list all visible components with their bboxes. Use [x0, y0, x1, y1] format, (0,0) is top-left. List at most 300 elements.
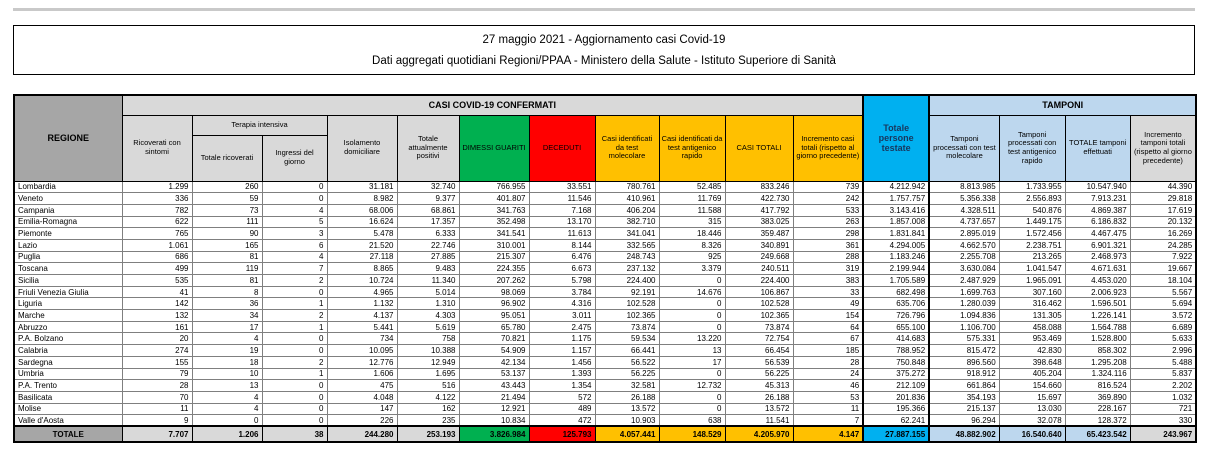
- cell-molecular_swabs: 575.331: [929, 333, 999, 345]
- cell-recovered: 70.821: [459, 333, 529, 345]
- cell-total_swabs: 2.006.923: [1065, 286, 1130, 298]
- group-header-tamponi: TAMPONI: [929, 95, 1196, 115]
- column-header-incremento-casi: Incremento casi totali (rispetto al giorno precedente): [793, 115, 863, 181]
- cell-antigen_swabs: 1.965.091: [999, 275, 1065, 287]
- cell-recovered: 341.541: [459, 228, 529, 240]
- cell-total_cases: 833.246: [725, 181, 793, 193]
- cell-total_cases: 56.539: [725, 356, 793, 368]
- table-body: [14, 181, 1196, 442]
- table-row: [14, 251, 1196, 263]
- cell-total_cases: 249.668: [725, 251, 793, 263]
- cell-hospitalized: 142: [122, 298, 192, 310]
- cell-people_tested: 4.294.005: [863, 239, 929, 251]
- region-name: Puglia: [14, 251, 122, 263]
- cell-home_isolation: 10.724: [327, 275, 397, 287]
- cell-molecular_cases: 73.874: [595, 321, 659, 333]
- table-row: [14, 356, 1196, 368]
- cell-molecular_swabs: 3.630.084: [929, 263, 999, 275]
- cell-recovered: 65.780: [459, 321, 529, 333]
- cell-total_cases: 383.025: [725, 216, 793, 228]
- cell-molecular_swabs: 1.699.763: [929, 286, 999, 298]
- region-name: Sicilia: [14, 275, 122, 287]
- cell-case_increase: 263: [793, 216, 863, 228]
- cell-home_isolation: 4.965: [327, 286, 397, 298]
- cell-hospitalized: 499: [122, 263, 192, 275]
- cell-total_cases: 45.313: [725, 380, 793, 392]
- region-name: Marche: [14, 310, 122, 322]
- group-header-terapia-intensiva: Terapia intensiva: [192, 115, 327, 135]
- cell-total_cases: 72.754: [725, 333, 793, 345]
- cell-hospitalized: 70: [122, 391, 192, 403]
- cell-active_cases: 4.303: [397, 310, 459, 322]
- cell-home_isolation: 21.520: [327, 239, 397, 251]
- cell-recovered: 53.137: [459, 368, 529, 380]
- cell-swab_increase: 16.269: [1130, 228, 1196, 240]
- cell-total_cases: 66.454: [725, 345, 793, 357]
- cell-total_swabs: 6.186.832: [1065, 216, 1130, 228]
- cell-home_isolation: 8.982: [327, 193, 397, 205]
- cell-total_cases: 73.874: [725, 321, 793, 333]
- total-cell-deaths: 125.793: [529, 426, 595, 442]
- cell-people_tested: 635.706: [863, 298, 929, 310]
- cell-active_cases: 5.619: [397, 321, 459, 333]
- cell-deaths: 11.546: [529, 193, 595, 205]
- cell-swab_increase: 1.032: [1130, 391, 1196, 403]
- cell-antigen_cases: 0: [659, 403, 725, 415]
- cell-antigen_swabs: 398.648: [999, 356, 1065, 368]
- column-header-incremento-tamponi: Incremento tamponi totali (rispetto al giorno precedente): [1130, 115, 1196, 181]
- table-row: [14, 239, 1196, 251]
- cell-case_increase: 533: [793, 204, 863, 216]
- column-header-dimessi-guariti: DIMESSI GUARITI: [459, 115, 529, 181]
- cell-active_cases: 1.695: [397, 368, 459, 380]
- cell-deaths: 572: [529, 391, 595, 403]
- cell-people_tested: 212.109: [863, 380, 929, 392]
- cell-deaths: 7.168: [529, 204, 595, 216]
- cell-hospitalized: 161: [122, 321, 192, 333]
- table-row: [14, 333, 1196, 345]
- cell-icu_total: 4: [192, 333, 262, 345]
- cell-total_swabs: 4.453.020: [1065, 275, 1130, 287]
- cell-molecular_swabs: 4.328.511: [929, 204, 999, 216]
- total-label: TOTALE: [14, 426, 122, 442]
- cell-deaths: 489: [529, 403, 595, 415]
- cell-hospitalized: 1.299: [122, 181, 192, 193]
- cell-case_increase: 361: [793, 239, 863, 251]
- cell-swab_increase: 5.633: [1130, 333, 1196, 345]
- region-name: Toscana: [14, 263, 122, 275]
- cell-molecular_swabs: 5.356.338: [929, 193, 999, 205]
- cell-recovered: 341.763: [459, 204, 529, 216]
- cell-swab_increase: 20.132: [1130, 216, 1196, 228]
- column-header-casi-totali: CASI TOTALI: [725, 115, 793, 181]
- cell-hospitalized: 28: [122, 380, 192, 392]
- cell-case_increase: 185: [793, 345, 863, 357]
- cell-recovered: 766.955: [459, 181, 529, 193]
- cell-molecular_swabs: 815.472: [929, 345, 999, 357]
- cell-icu_total: 13: [192, 380, 262, 392]
- cell-home_isolation: 4.137: [327, 310, 397, 322]
- cell-active_cases: 22.746: [397, 239, 459, 251]
- cell-icu_new: 0: [262, 193, 327, 205]
- cell-molecular_cases: 92.191: [595, 286, 659, 298]
- cell-deaths: 5.798: [529, 275, 595, 287]
- cell-icu_total: 36: [192, 298, 262, 310]
- table-row: [14, 181, 1196, 193]
- cell-active_cases: 68.861: [397, 204, 459, 216]
- cell-total_cases: 26.188: [725, 391, 793, 403]
- cell-antigen_cases: 638: [659, 415, 725, 427]
- column-header-isolamento-domiciliare: Isolamento domiciliare: [327, 115, 397, 181]
- cell-swab_increase: 29.818: [1130, 193, 1196, 205]
- cell-deaths: 6.476: [529, 251, 595, 263]
- cell-recovered: 224.355: [459, 263, 529, 275]
- cell-people_tested: 201.836: [863, 391, 929, 403]
- cell-antigen_swabs: 953.469: [999, 333, 1065, 345]
- cell-swab_increase: 24.285: [1130, 239, 1196, 251]
- cell-total_cases: 13.572: [725, 403, 793, 415]
- cell-recovered: 215.307: [459, 251, 529, 263]
- cell-molecular_cases: 224.400: [595, 275, 659, 287]
- cell-hospitalized: 686: [122, 251, 192, 263]
- cell-swab_increase: 2.202: [1130, 380, 1196, 392]
- cell-total_swabs: 6.901.321: [1065, 239, 1130, 251]
- cell-antigen_cases: 17: [659, 356, 725, 368]
- cell-icu_new: 0: [262, 380, 327, 392]
- cell-antigen_cases: 0: [659, 275, 725, 287]
- cell-home_isolation: 12.776: [327, 356, 397, 368]
- region-name: P.A. Trento: [14, 380, 122, 392]
- cell-hospitalized: 132: [122, 310, 192, 322]
- cell-icu_new: 2: [262, 310, 327, 322]
- cell-total_swabs: 858.302: [1065, 345, 1130, 357]
- column-header-totale-ricoverati: Totale ricoverati: [192, 135, 262, 181]
- cell-molecular_swabs: 2.255.708: [929, 251, 999, 263]
- cell-case_increase: 24: [793, 368, 863, 380]
- cell-recovered: 98.069: [459, 286, 529, 298]
- cell-home_isolation: 4.048: [327, 391, 397, 403]
- cell-deaths: 3.784: [529, 286, 595, 298]
- cell-total_cases: 417.792: [725, 204, 793, 216]
- cell-deaths: 1.456: [529, 356, 595, 368]
- cell-molecular_swabs: 1.094.836: [929, 310, 999, 322]
- cell-total_cases: 359.487: [725, 228, 793, 240]
- cell-deaths: 1.393: [529, 368, 595, 380]
- cell-active_cases: 12.949: [397, 356, 459, 368]
- cell-people_tested: 414.683: [863, 333, 929, 345]
- cell-case_increase: 11: [793, 403, 863, 415]
- table-row: [14, 391, 1196, 403]
- cell-molecular_swabs: 661.864: [929, 380, 999, 392]
- cell-total_swabs: 4.467.475: [1065, 228, 1130, 240]
- cell-active_cases: 4.122: [397, 391, 459, 403]
- cell-recovered: 207.262: [459, 275, 529, 287]
- cell-total_swabs: 4.869.387: [1065, 204, 1130, 216]
- cell-swab_increase: 5.694: [1130, 298, 1196, 310]
- region-name: Piemonte: [14, 228, 122, 240]
- cell-antigen_cases: 13.220: [659, 333, 725, 345]
- cell-antigen_cases: 12.732: [659, 380, 725, 392]
- column-header-casi-test-antigenico: Casi identificati da test antigenico rapido: [659, 115, 725, 181]
- table-row: [14, 216, 1196, 228]
- region-name: Liguria: [14, 298, 122, 310]
- cell-home_isolation: 226: [327, 415, 397, 427]
- cell-deaths: 33.551: [529, 181, 595, 193]
- cell-icu_total: 18: [192, 356, 262, 368]
- report-header: [13, 25, 1195, 75]
- cell-antigen_swabs: 540.876: [999, 204, 1065, 216]
- cell-antigen_swabs: 1.449.175: [999, 216, 1065, 228]
- cell-molecular_swabs: 8.813.985: [929, 181, 999, 193]
- report-subtitle: Dati aggregati quotidiani Regioni/PPAA - Ministero della Salute - Istituto Superiore di Sanità: [372, 54, 836, 67]
- total-cell-icu_total: 1.206: [192, 426, 262, 442]
- cell-people_tested: 2.199.944: [863, 263, 929, 275]
- cell-swab_increase: 5.837: [1130, 368, 1196, 380]
- cell-molecular_swabs: 896.560: [929, 356, 999, 368]
- cell-antigen_swabs: 32.078: [999, 415, 1065, 427]
- cell-recovered: 43.443: [459, 380, 529, 392]
- cell-deaths: 13.170: [529, 216, 595, 228]
- cell-swab_increase: 330: [1130, 415, 1196, 427]
- cell-case_increase: 33: [793, 286, 863, 298]
- cell-active_cases: 10.388: [397, 345, 459, 357]
- region-name: Abruzzo: [14, 321, 122, 333]
- cell-swab_increase: 3.572: [1130, 310, 1196, 322]
- cell-total_cases: 240.511: [725, 263, 793, 275]
- cell-icu_new: 0: [262, 181, 327, 193]
- region-name: Valle d'Aosta: [14, 415, 122, 427]
- cell-molecular_cases: 237.132: [595, 263, 659, 275]
- cell-people_tested: 655.100: [863, 321, 929, 333]
- cell-antigen_swabs: 1.572.456: [999, 228, 1065, 240]
- cell-recovered: 10.834: [459, 415, 529, 427]
- report-title: 27 maggio 2021 - Aggiornamento casi Covid-19: [482, 33, 726, 46]
- cell-molecular_cases: 406.204: [595, 204, 659, 216]
- cell-recovered: 21.494: [459, 391, 529, 403]
- cell-hospitalized: 274: [122, 345, 192, 357]
- cell-total_cases: 102.365: [725, 310, 793, 322]
- cell-total_swabs: 228.167: [1065, 403, 1130, 415]
- cell-antigen_cases: 14.676: [659, 286, 725, 298]
- cell-deaths: 4.316: [529, 298, 595, 310]
- sub-header-row: [14, 115, 1196, 135]
- cell-recovered: 54.909: [459, 345, 529, 357]
- cell-hospitalized: 155: [122, 356, 192, 368]
- cell-antigen_swabs: 1.041.547: [999, 263, 1065, 275]
- cell-total_cases: 11.541: [725, 415, 793, 427]
- cell-molecular_cases: 332.565: [595, 239, 659, 251]
- total-cell-antigen_swabs: 16.540.640: [999, 426, 1065, 442]
- cell-icu_total: 4: [192, 391, 262, 403]
- cell-people_tested: 4.212.942: [863, 181, 929, 193]
- total-cell-molecular_cases: 4.057.441: [595, 426, 659, 442]
- cell-deaths: 1.175: [529, 333, 595, 345]
- cell-hospitalized: 535: [122, 275, 192, 287]
- cell-active_cases: 1.310: [397, 298, 459, 310]
- cell-antigen_swabs: 2.238.751: [999, 239, 1065, 251]
- cell-icu_new: 3: [262, 228, 327, 240]
- total-cell-molecular_swabs: 48.882.902: [929, 426, 999, 442]
- table-row: [14, 263, 1196, 275]
- total-row: [14, 426, 1196, 442]
- table-row: [14, 345, 1196, 357]
- cell-molecular_swabs: 2.895.019: [929, 228, 999, 240]
- cell-total_cases: 56.225: [725, 368, 793, 380]
- cell-icu_new: 0: [262, 345, 327, 357]
- cell-active_cases: 758: [397, 333, 459, 345]
- cell-antigen_cases: 3.379: [659, 263, 725, 275]
- cell-active_cases: 9.483: [397, 263, 459, 275]
- cell-home_isolation: 10.095: [327, 345, 397, 357]
- cell-recovered: 310.001: [459, 239, 529, 251]
- total-cell-recovered: 3.826.984: [459, 426, 529, 442]
- total-cell-swab_increase: 243.967: [1130, 426, 1196, 442]
- table-row: [14, 310, 1196, 322]
- cell-icu_new: 2: [262, 275, 327, 287]
- region-name: P.A. Bolzano: [14, 333, 122, 345]
- cell-case_increase: 64: [793, 321, 863, 333]
- cell-molecular_cases: 102.528: [595, 298, 659, 310]
- cell-swab_increase: 44.390: [1130, 181, 1196, 193]
- cell-molecular_swabs: 1.106.700: [929, 321, 999, 333]
- cell-icu_total: 81: [192, 251, 262, 263]
- cell-antigen_cases: 0: [659, 310, 725, 322]
- cell-molecular_swabs: 918.912: [929, 368, 999, 380]
- region-name: Basilicata: [14, 391, 122, 403]
- cell-molecular_swabs: 354.193: [929, 391, 999, 403]
- cell-people_tested: 726.796: [863, 310, 929, 322]
- cell-icu_new: 1: [262, 298, 327, 310]
- cell-icu_total: 111: [192, 216, 262, 228]
- total-cell-case_increase: 4.147: [793, 426, 863, 442]
- cell-swab_increase: 19.667: [1130, 263, 1196, 275]
- region-name: Friuli Venezia Giulia: [14, 286, 122, 298]
- cell-case_increase: 383: [793, 275, 863, 287]
- cell-molecular_cases: 59.534: [595, 333, 659, 345]
- cell-swab_increase: 2.996: [1130, 345, 1196, 357]
- cell-icu_new: 0: [262, 415, 327, 427]
- cell-home_isolation: 16.624: [327, 216, 397, 228]
- cell-antigen_swabs: 307.160: [999, 286, 1065, 298]
- cell-swab_increase: 7.922: [1130, 251, 1196, 263]
- cell-total_swabs: 1.324.116: [1065, 368, 1130, 380]
- cell-hospitalized: 9: [122, 415, 192, 427]
- cell-deaths: 8.144: [529, 239, 595, 251]
- column-header-deceduti: DECEDUTI: [529, 115, 595, 181]
- column-header-totale-persone-testate: Totale persone testate: [863, 95, 929, 181]
- cell-icu_new: 7: [262, 263, 327, 275]
- cell-icu_total: 260: [192, 181, 262, 193]
- cell-antigen_cases: 925: [659, 251, 725, 263]
- column-header-totale-tamponi: TOTALE tamponi effettuati: [1065, 115, 1130, 181]
- cell-people_tested: 682.498: [863, 286, 929, 298]
- table-row: [14, 380, 1196, 392]
- table-row: [14, 275, 1196, 287]
- cell-people_tested: 788.952: [863, 345, 929, 357]
- cell-molecular_swabs: 2.487.929: [929, 275, 999, 287]
- cell-antigen_cases: 11.769: [659, 193, 725, 205]
- cell-home_isolation: 475: [327, 380, 397, 392]
- cell-hospitalized: 782: [122, 204, 192, 216]
- total-cell-icu_new: 38: [262, 426, 327, 442]
- cell-total_cases: 340.891: [725, 239, 793, 251]
- table-row: [14, 193, 1196, 205]
- cell-recovered: 96.902: [459, 298, 529, 310]
- cell-home_isolation: 68.006: [327, 204, 397, 216]
- cell-icu_new: 2: [262, 356, 327, 368]
- column-header-tamponi-molecolare: Tamponi processati con test molecolare: [929, 115, 999, 181]
- cell-molecular_cases: 382.710: [595, 216, 659, 228]
- cell-icu_total: 10: [192, 368, 262, 380]
- cell-molecular_cases: 410.961: [595, 193, 659, 205]
- cell-molecular_cases: 102.365: [595, 310, 659, 322]
- cell-people_tested: 3.143.416: [863, 204, 929, 216]
- cell-molecular_cases: 26.188: [595, 391, 659, 403]
- cell-hospitalized: 11: [122, 403, 192, 415]
- cell-active_cases: 516: [397, 380, 459, 392]
- column-header-casi-test-molecolare: Casi identificati da test molecolare: [595, 115, 659, 181]
- cell-icu_total: 81: [192, 275, 262, 287]
- cell-total_swabs: 1.564.788: [1065, 321, 1130, 333]
- cell-active_cases: 162: [397, 403, 459, 415]
- table-row: [14, 403, 1196, 415]
- table-row: [14, 228, 1196, 240]
- group-header-row: [14, 95, 1196, 115]
- cell-deaths: 6.673: [529, 263, 595, 275]
- cell-antigen_cases: 315: [659, 216, 725, 228]
- column-header-ricoverati-con-sintomi: Ricoverati con sintomi: [122, 115, 192, 181]
- cell-hospitalized: 622: [122, 216, 192, 228]
- cell-case_increase: 28: [793, 356, 863, 368]
- region-name: Molise: [14, 403, 122, 415]
- cell-active_cases: 9.377: [397, 193, 459, 205]
- total-cell-home_isolation: 244.280: [327, 426, 397, 442]
- cell-icu_total: 34: [192, 310, 262, 322]
- total-cell-people_tested: 27.887.155: [863, 426, 929, 442]
- column-header-tamponi-antigenico: Tamponi processati con test antigenico rapido: [999, 115, 1065, 181]
- cell-case_increase: 49: [793, 298, 863, 310]
- cell-antigen_cases: 18.446: [659, 228, 725, 240]
- cell-home_isolation: 1.606: [327, 368, 397, 380]
- cell-hospitalized: 41: [122, 286, 192, 298]
- cell-icu_new: 4: [262, 251, 327, 263]
- cell-molecular_cases: 56.522: [595, 356, 659, 368]
- cell-case_increase: 154: [793, 310, 863, 322]
- cell-total_cases: 106.867: [725, 286, 793, 298]
- cell-people_tested: 1.757.757: [863, 193, 929, 205]
- total-cell-hospitalized: 7.707: [122, 426, 192, 442]
- cell-icu_new: 6: [262, 239, 327, 251]
- cell-icu_total: 119: [192, 263, 262, 275]
- cell-molecular_cases: 780.761: [595, 181, 659, 193]
- region-name: Sardegna: [14, 356, 122, 368]
- table-row: [14, 298, 1196, 310]
- total-cell-total_cases: 4.205.970: [725, 426, 793, 442]
- cell-swab_increase: 721: [1130, 403, 1196, 415]
- cell-molecular_cases: 13.572: [595, 403, 659, 415]
- cell-antigen_swabs: 405.204: [999, 368, 1065, 380]
- cell-home_isolation: 31.181: [327, 181, 397, 193]
- cell-icu_new: 0: [262, 286, 327, 298]
- cell-antigen_swabs: 458.088: [999, 321, 1065, 333]
- cell-total_swabs: 1.226.141: [1065, 310, 1130, 322]
- table-row: [14, 321, 1196, 333]
- group-header-casi-confermati: CASI COVID-19 CONFERMATI: [122, 95, 863, 115]
- cell-deaths: 2.475: [529, 321, 595, 333]
- cell-icu_new: 1: [262, 321, 327, 333]
- cell-total_swabs: 128.372: [1065, 415, 1130, 427]
- table-row: [14, 415, 1196, 427]
